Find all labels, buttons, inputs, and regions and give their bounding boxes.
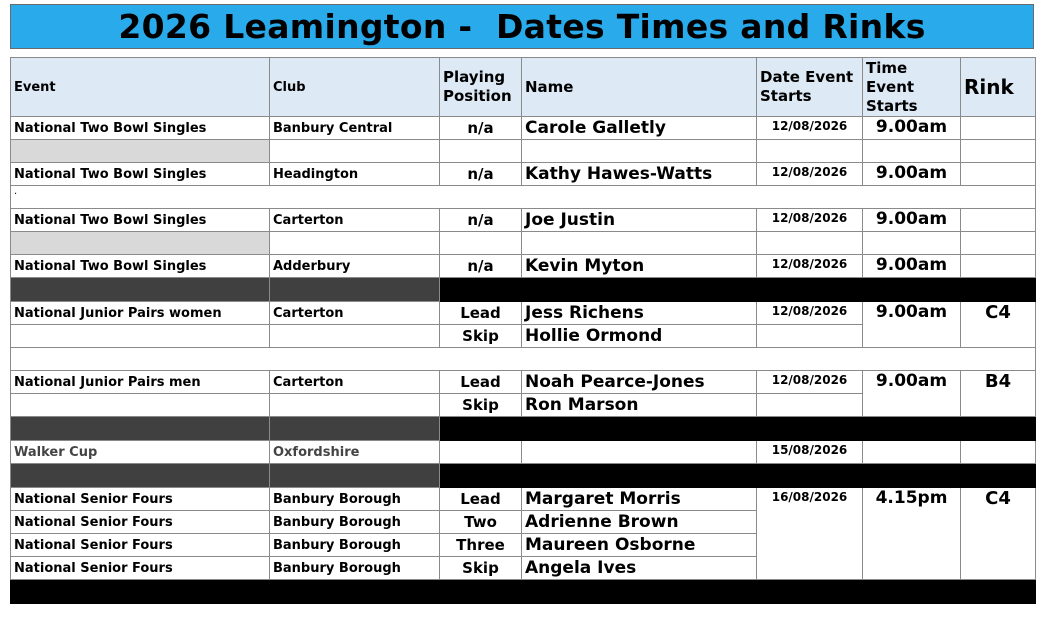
name-cell: Margaret Morris [522, 488, 757, 511]
table-row [11, 163, 1036, 186]
header-event: Event [11, 58, 270, 117]
date-cell: 12/08/2026 [757, 163, 863, 186]
event-cell: National Two Bowl Singles [11, 209, 270, 232]
time-cell: 9.00am [863, 117, 961, 140]
name-cell: Maureen Osborne [522, 534, 757, 557]
time-cell: 9.00am [863, 163, 961, 186]
title-banner [10, 4, 1034, 49]
name-cell: Carole Galletly [522, 117, 757, 140]
time-cell: 9.00am [863, 371, 961, 417]
rink-cell [961, 117, 1036, 140]
header-time: Time Event Starts [863, 58, 961, 117]
header-club: Club [270, 58, 440, 117]
position-cell: n/a [440, 255, 522, 278]
divider-row [11, 464, 1036, 488]
position-cell: Two [440, 511, 522, 534]
table-row [11, 371, 1036, 394]
table-row [11, 302, 1036, 325]
header-position: Playing Position [440, 58, 522, 117]
name-cell: Jess Richens [522, 302, 757, 325]
name-cell: Angela Ives [522, 557, 757, 580]
club-cell: Carterton [270, 371, 440, 394]
header-row [11, 58, 1036, 117]
time-cell: 9.00am [863, 209, 961, 232]
spacer-row [11, 348, 1036, 371]
date-cell: 12/08/2026 [757, 117, 863, 140]
name-cell: Ron Marson [522, 394, 757, 417]
club-cell: Carterton [270, 302, 440, 325]
event-cell: National Junior Pairs women [11, 302, 270, 325]
divider-row [11, 278, 1036, 302]
event-cell: National Two Bowl Singles [11, 255, 270, 278]
club-cell: Headington [270, 163, 440, 186]
event-cell: National Two Bowl Singles [11, 117, 270, 140]
position-cell: Three [440, 534, 522, 557]
event-cell: Walker Cup [11, 441, 270, 464]
position-cell: Skip [440, 394, 522, 417]
date-cell: 15/08/2026 [757, 441, 863, 464]
event-cell: National Senior Fours [11, 557, 270, 580]
event-cell: National Senior Fours [11, 534, 270, 557]
spacer-row [11, 232, 1036, 255]
name-cell: Kathy Hawes-Watts [522, 163, 757, 186]
rink-cell [961, 255, 1036, 278]
position-cell: Lead [440, 302, 522, 325]
name-cell: Joe Justin [522, 209, 757, 232]
position-cell: Lead [440, 371, 522, 394]
position-cell: n/a [440, 117, 522, 140]
date-cell: 12/08/2026 [757, 302, 863, 325]
rink-cell: B4 [961, 371, 1036, 417]
event-cell: National Two Bowl Singles [11, 163, 270, 186]
spacer-row [11, 140, 1036, 163]
table-row [11, 117, 1036, 140]
spacer-row [11, 186, 1036, 209]
table-row [11, 255, 1036, 278]
stray-dot: . [11, 186, 1036, 209]
club-cell: Banbury Central [270, 117, 440, 140]
club-cell: Carterton [270, 209, 440, 232]
header-name: Name [522, 58, 757, 117]
time-cell: 9.00am [863, 302, 961, 348]
schedule-table [10, 57, 1036, 604]
club-cell: Banbury Borough [270, 557, 440, 580]
rink-cell [961, 209, 1036, 232]
date-cell: 16/08/2026 [757, 488, 863, 580]
divider-row [11, 580, 1036, 604]
club-cell: Banbury Borough [270, 534, 440, 557]
club-cell: Adderbury [270, 255, 440, 278]
date-cell: 12/08/2026 [757, 209, 863, 232]
date-cell: 12/08/2026 [757, 371, 863, 394]
time-cell: 9.00am [863, 255, 961, 278]
club-cell: Oxfordshire [270, 441, 440, 464]
name-cell: Noah Pearce-Jones [522, 371, 757, 394]
event-cell: National Junior Pairs men [11, 371, 270, 394]
date-cell: 12/08/2026 [757, 255, 863, 278]
rink-cell [961, 163, 1036, 186]
event-cell: National Senior Fours [11, 511, 270, 534]
rink-cell: C4 [961, 302, 1036, 348]
position-cell: n/a [440, 209, 522, 232]
name-cell: Hollie Ormond [522, 325, 757, 348]
position-cell: Lead [440, 488, 522, 511]
time-cell: 4.15pm [863, 488, 961, 580]
name-cell: Adrienne Brown [522, 511, 757, 534]
table-row [11, 209, 1036, 232]
rink-cell: C4 [961, 488, 1036, 580]
event-cell: National Senior Fours [11, 488, 270, 511]
club-cell: Banbury Borough [270, 488, 440, 511]
position-cell: Skip [440, 557, 522, 580]
position-cell: n/a [440, 163, 522, 186]
divider-row [11, 417, 1036, 441]
name-cell: Kevin Myton [522, 255, 757, 278]
page-title: 2026 Leamington - Dates Times and Rinks [118, 7, 926, 46]
club-cell: Banbury Borough [270, 511, 440, 534]
position-cell: Skip [440, 325, 522, 348]
header-rink: Rink [961, 58, 1036, 117]
table-row [11, 488, 1036, 511]
header-date: Date Event Starts [757, 58, 863, 117]
table-row [11, 441, 1036, 464]
